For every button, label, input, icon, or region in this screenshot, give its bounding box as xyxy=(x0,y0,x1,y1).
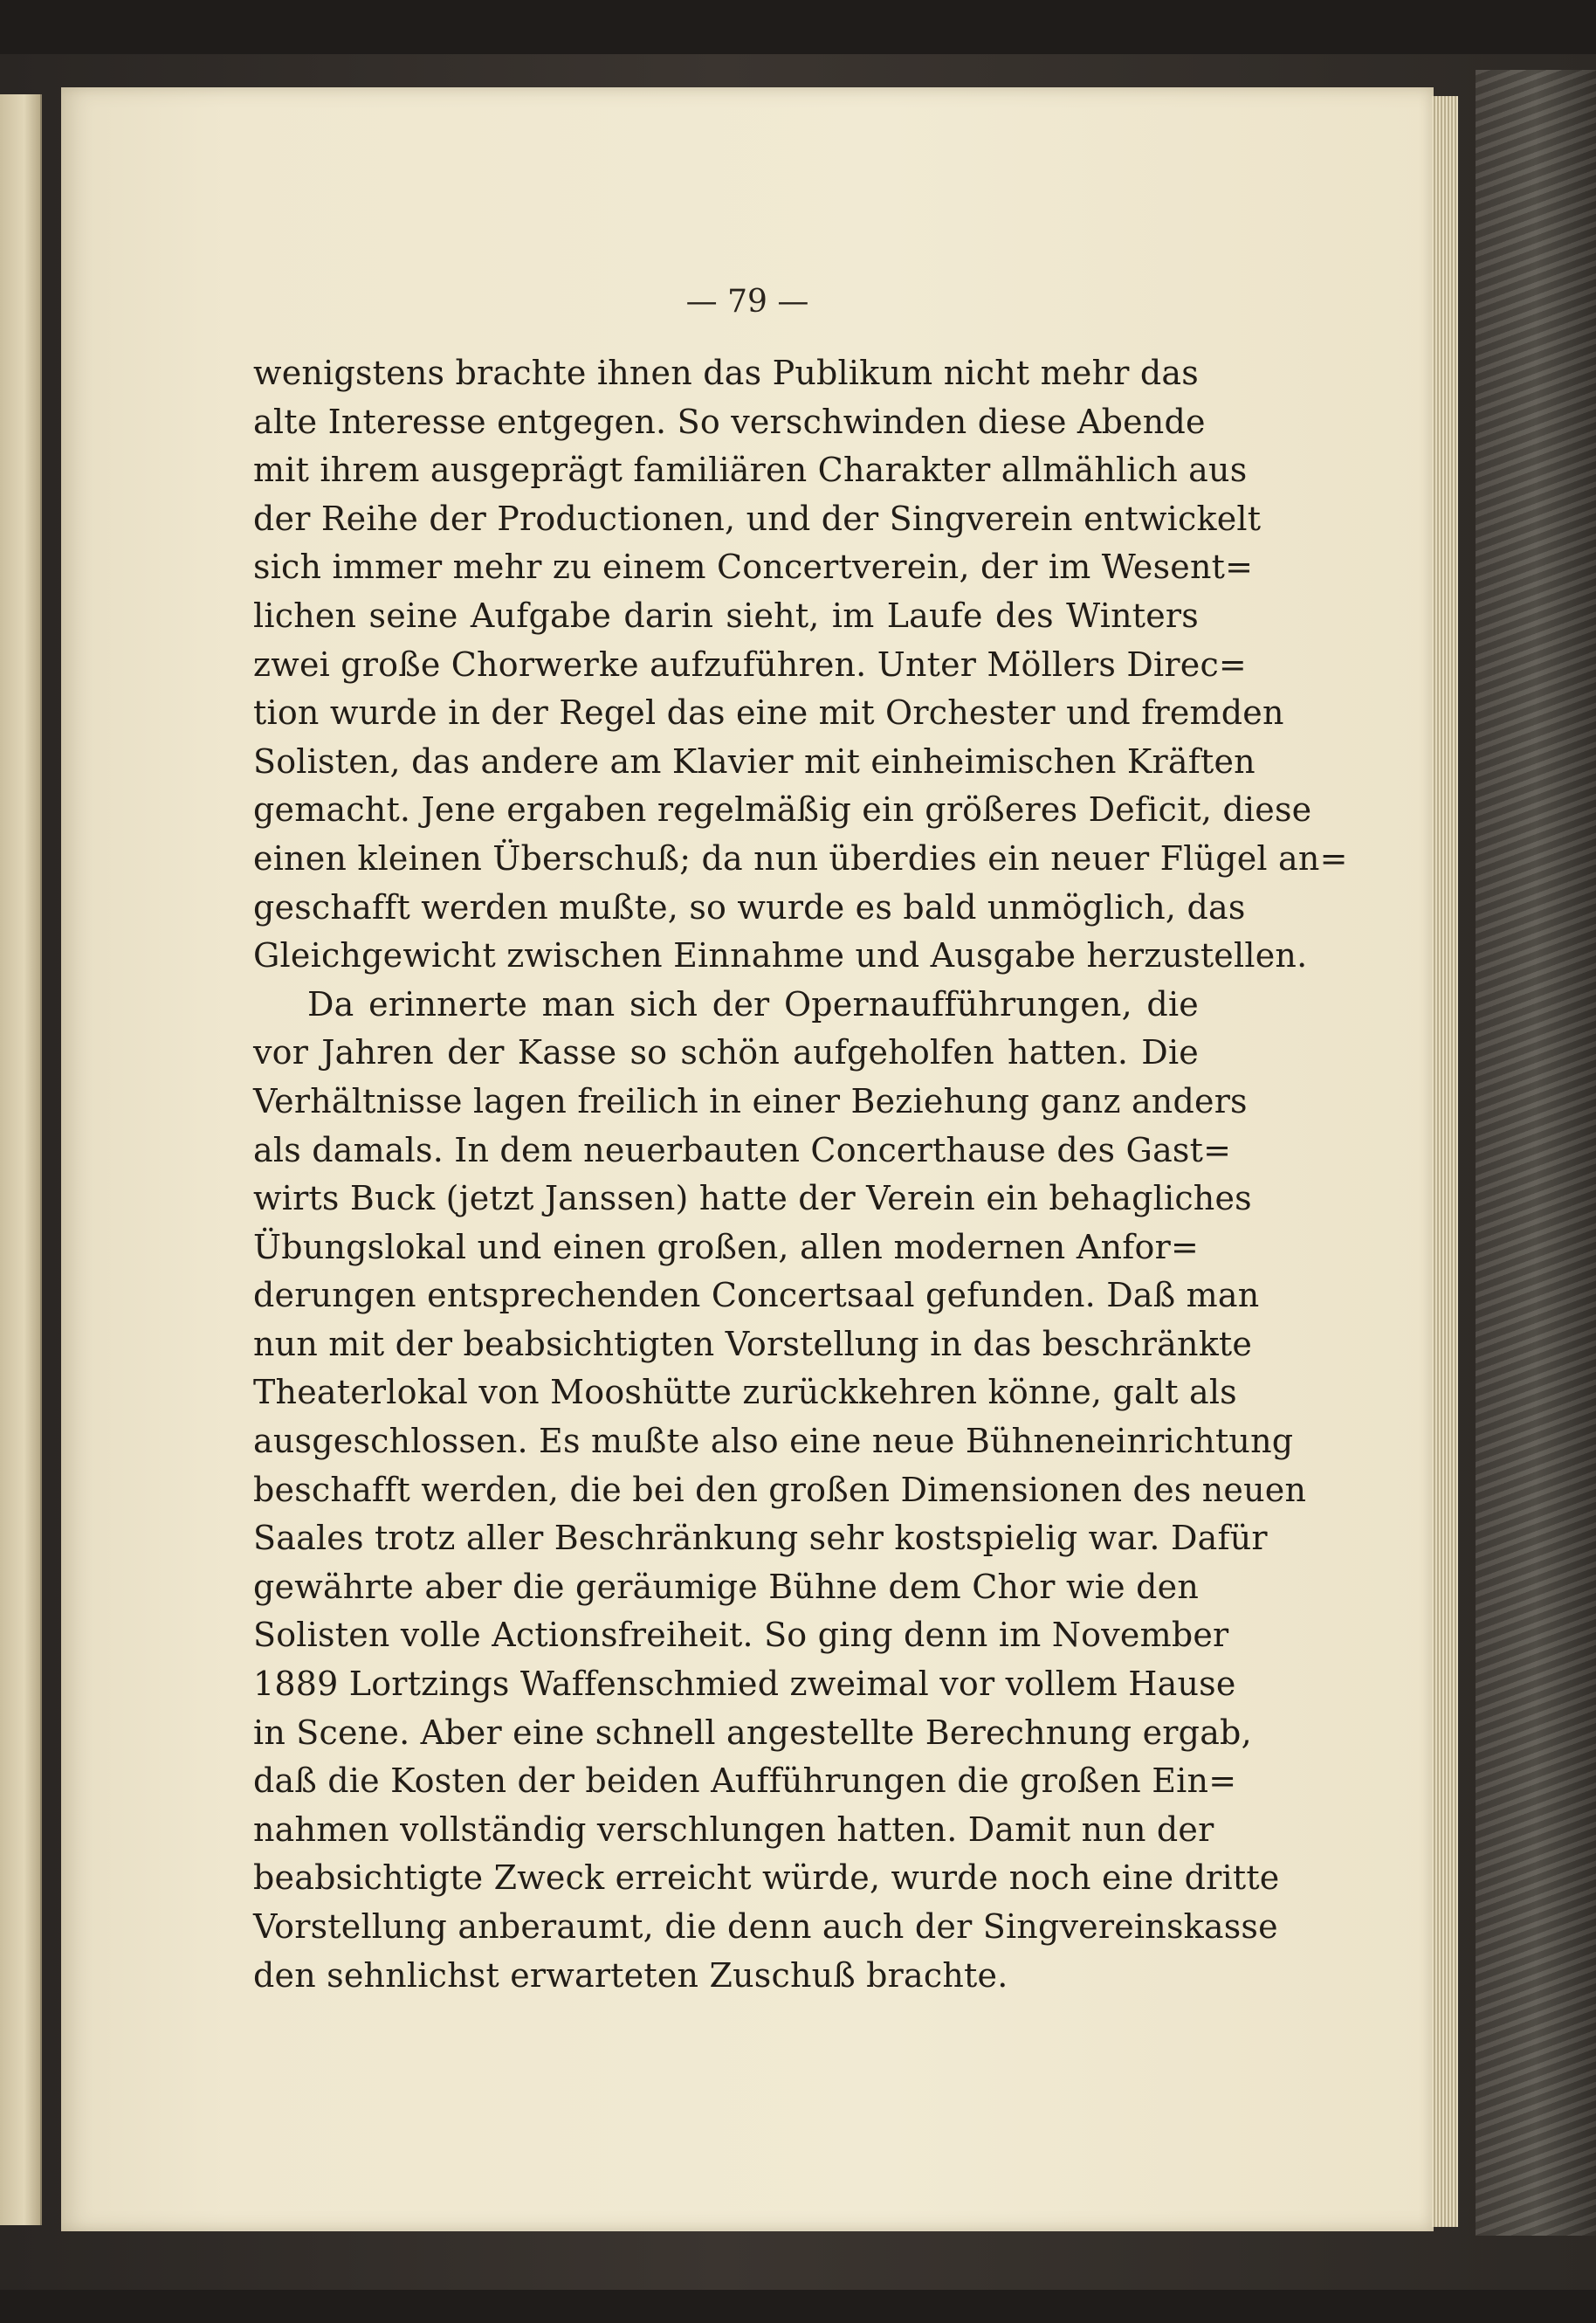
text-line: gemacht. Jene ergaben regelmäßig ein größeres Deficit, diese xyxy=(253,790,1312,830)
text-line: daß die Kosten der beiden Aufführungen die großen Ein= xyxy=(253,1761,1237,1801)
marbled-cover-edge xyxy=(1476,70,1596,2236)
text-line: zwei große Chorwerke aufzuführen. Unter Möllers Direc= xyxy=(253,645,1247,684)
text-line: wirts Buck (jetzt Janssen) hatte der Verein ein behagliches xyxy=(253,1179,1252,1218)
text-line: gewährte aber die geräumige Bühne dem Chor wie den xyxy=(253,1567,1199,1606)
text-line: sich immer mehr zu einem Concertverein, der im Wesent= xyxy=(253,548,1254,587)
text-line: Verhältnisse lagen freilich in einer Beziehung ganz anders xyxy=(253,1081,1248,1120)
text-line: nun mit der beabsichtigten Vorstellung in das beschränkte xyxy=(253,1324,1253,1363)
text-line: nahmen vollständig verschlungen hatten. Damit nun der xyxy=(253,1809,1214,1849)
text-line: Da erinnerte man sich der Opernaufführungen, die xyxy=(307,984,1199,1024)
text-line: geschafft werden mußte, so wurde es bald unmöglich, das xyxy=(253,887,1246,927)
text-line: Vorstellung anberaumt, die denn auch der Singvereinskasse xyxy=(253,1907,1278,1946)
text-line: einen kleinen Überschuß; da nun überdies ein neuer Flügel an= xyxy=(253,838,1348,878)
page-number: — 79 — xyxy=(685,284,809,320)
text-line: Solisten, das andere am Klavier mit einheimischen Kräften xyxy=(253,741,1255,781)
text-line: 1889 Lortzings Waffenschmied zweimal vor vollem Hause xyxy=(253,1665,1236,1704)
text-line: als damals. In dem neuerbauten Concerthause des Gast= xyxy=(253,1130,1232,1169)
text-line: derungen entsprechenden Concertsaal gefunden. Daß man xyxy=(253,1276,1260,1315)
text-line: tion wurde in der Regel das eine mit Orchester und fremden xyxy=(253,693,1284,733)
text-line: lichen seine Aufgabe darin sieht, im Laufe des Winters xyxy=(253,596,1199,635)
body-text xyxy=(253,349,1348,2000)
text-line: Gleichgewicht zwischen Einnahme und Ausgabe herzustellen. xyxy=(253,936,1308,975)
text-line: ausgeschlossen. Es mußte also eine neue Bühneneinrichtung xyxy=(253,1422,1294,1461)
text-line: Solisten volle Actionsfreiheit. So ging denn im November xyxy=(253,1616,1229,1655)
text-line: Übungslokal und einen großen, allen modernen Anfor= xyxy=(253,1227,1199,1266)
text-line: mit ihrem ausgeprägt familiären Charakter allmählich aus xyxy=(253,451,1248,490)
page-stack-edges xyxy=(1432,96,1458,2227)
text-line: den sehnlichst erwarteten Zuschuß brachte. xyxy=(253,1955,1008,1995)
text-line: vor Jahren der Kasse so schön aufgeholfen hatten. Die xyxy=(253,1033,1199,1072)
text-line: Theaterlokal von Mooshütte zurückkehren könne, galt als xyxy=(253,1373,1237,1412)
text-line: in Scene. Aber eine schnell angestellte Berechnung ergab, xyxy=(253,1713,1252,1752)
text-line: wenigstens brachte ihnen das Publikum nicht mehr das xyxy=(253,354,1199,392)
text-line: beschafft werden, die bei den großen Dimensionen des neuen xyxy=(253,1470,1307,1509)
text-line: Saales trotz aller Beschränkung sehr kostspielig war. Dafür xyxy=(253,1519,1268,1558)
text-line: der Reihe der Productionen, und der Singverein entwickelt xyxy=(253,499,1262,538)
text-line: beabsichtigte Zweck erreicht würde, wurde noch eine dritte xyxy=(253,1858,1280,1898)
text-line: alte Interesse entgegen. So verschwinden diese Abende xyxy=(253,402,1206,441)
left-page-edge xyxy=(0,94,42,2225)
